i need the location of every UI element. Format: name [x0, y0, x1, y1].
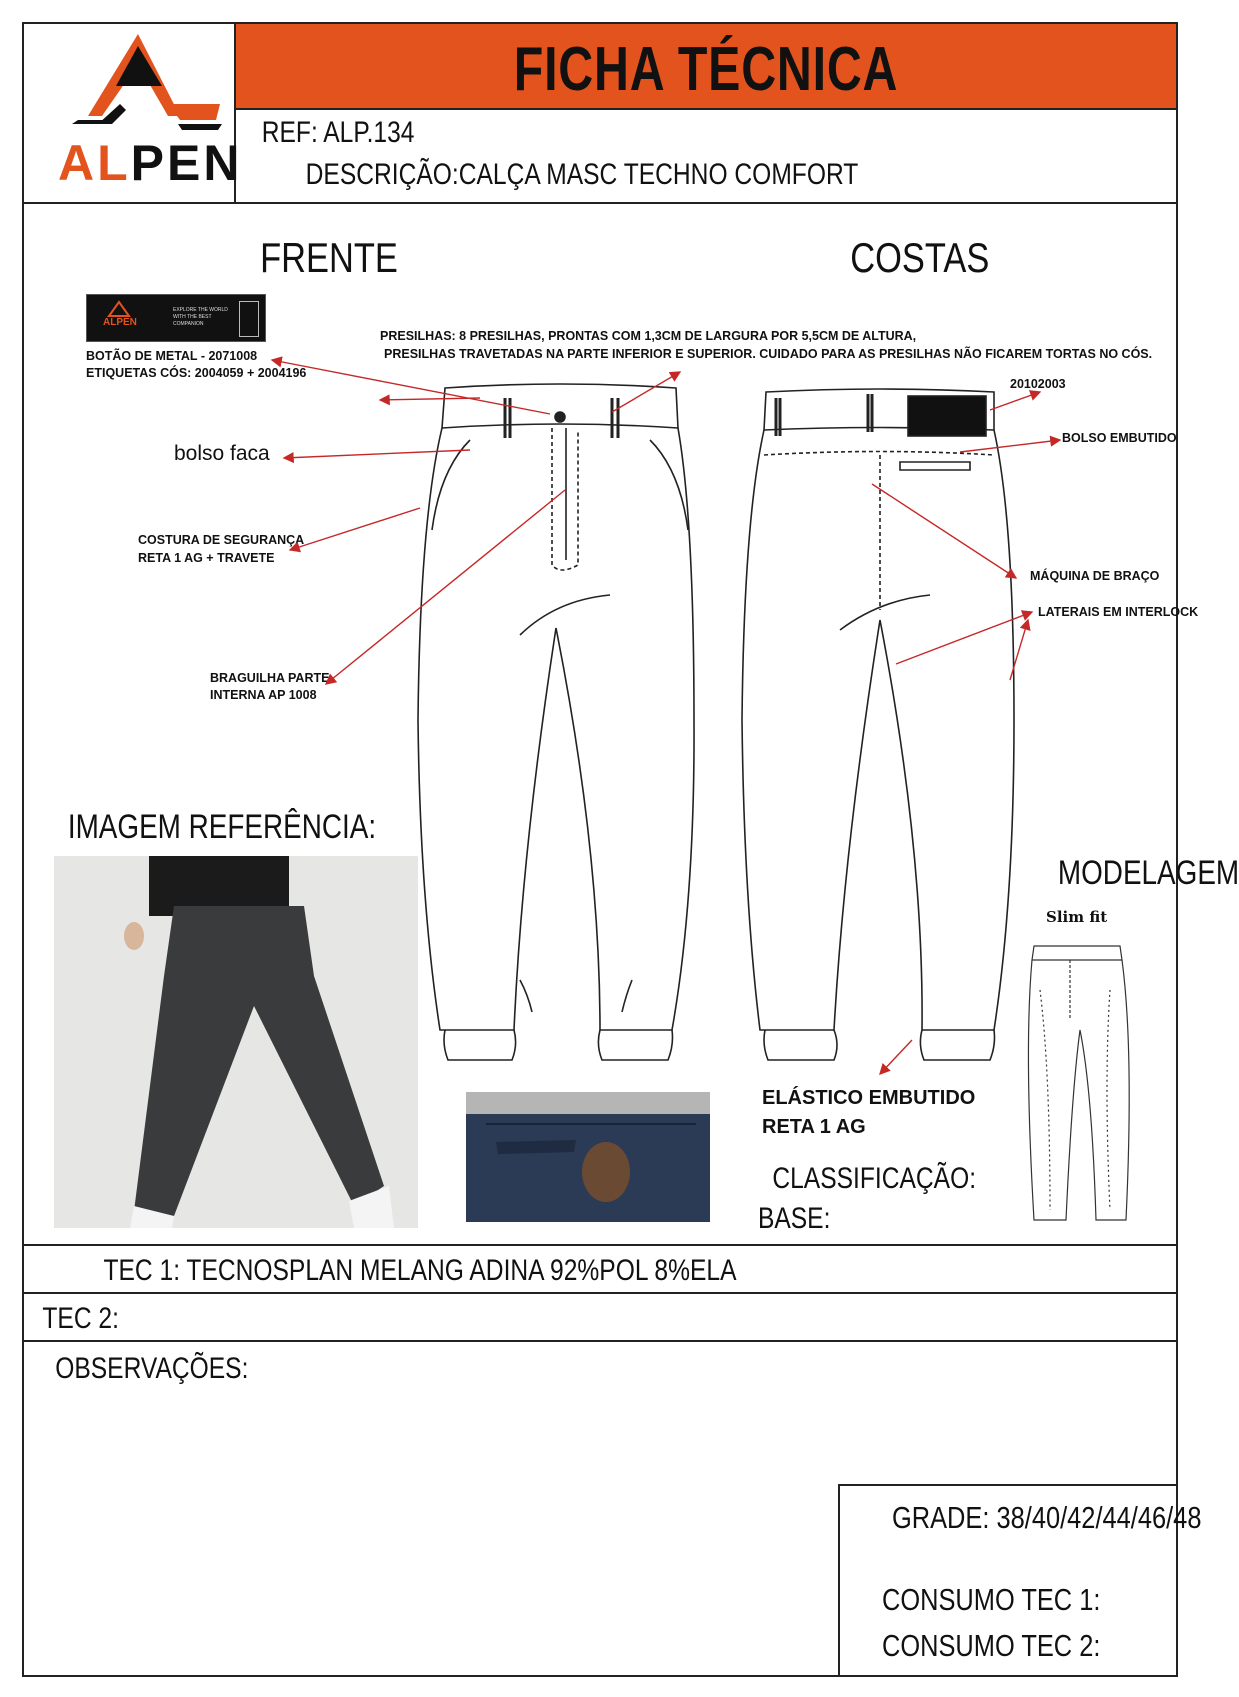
consumo-tec2-field: CONSUMO TEC 2:	[881, 1628, 1101, 1663]
braguilha-note-line2: INTERNA AP 1008	[210, 688, 317, 702]
brand-wordmark: ALPEN	[58, 135, 243, 191]
presilhas-note-line2: PRESILHAS TRAVETADAS NA PARTE INFERIOR E SUPERIOR. CUIDADO PARA AS PRESILHAS NÃO FICAREM TORTAS NO CÓS.	[384, 347, 1153, 361]
tec2-field: TEC 2:	[42, 1302, 119, 1335]
observacoes-label: OBSERVAÇÕES:	[55, 1352, 249, 1385]
costura-note-line1: COSTURA DE SEGURANÇA	[138, 533, 305, 547]
label-tag-brand: ALPEN	[103, 317, 137, 328]
reference-image-label: IMAGEM REFERÊNCIA:	[67, 808, 377, 846]
front-pants-drawing	[418, 384, 694, 1060]
ref-field: REF: ALP.134	[261, 116, 415, 149]
presilhas-note-line1: PRESILHAS: 8 PRESILHAS, PRONTAS COM 1,3CM DE LARGURA POR 5,5CM DE ALTURA,	[380, 329, 917, 343]
slim-fit-label: Slim fit	[1046, 908, 1108, 926]
label-tag-text: EXPLORE THE WORLD WITH THE BEST COMPANION	[173, 307, 228, 327]
costura-note-line2: RETA 1 AG + TRAVETE	[138, 551, 275, 565]
base-field: BASE:	[757, 1202, 831, 1235]
back-pants-drawing	[742, 389, 1014, 1060]
label-code-note: 20102003	[1010, 377, 1066, 391]
page-title: FICHA TÉCNICA	[513, 35, 899, 104]
model-wearing-pants-image	[54, 856, 418, 1228]
braguilha-note-line1: BRAGUILHA PARTE	[210, 671, 330, 685]
bolso-embutido-note: BOLSO EMBUTIDO	[1062, 431, 1177, 445]
front-view-title: FRENTE	[260, 234, 398, 281]
bolso-faca-note: bolso faca	[174, 442, 270, 465]
maquina-braco-note: MÁQUINA DE BRAÇO	[1030, 569, 1160, 583]
description-field: DESCRIÇÃO:CALÇA MASC TECHNO COMFORT	[305, 158, 859, 191]
grade-field: GRADE: 38/40/42/44/46/48	[891, 1500, 1202, 1535]
laterais-note: LATERAIS EM INTERLOCK	[1038, 605, 1199, 619]
consumo-tec1-field: CONSUMO TEC 1:	[881, 1582, 1101, 1617]
reference-photo-back-pocket	[466, 1092, 710, 1222]
tec1-field: TEC 1: TECNOSPLAN MELANG ADINA 92%POL 8%ELA	[103, 1254, 737, 1287]
slim-fit-sketch	[1010, 930, 1160, 1230]
modelagem-label: MODELAGEM	[1057, 854, 1239, 892]
elastico-note-line2: RETA 1 AG	[762, 1116, 866, 1138]
etiquetas-note: ETIQUETAS CÓS: 2004059 + 2004196	[86, 366, 307, 380]
elastico-note-line1: ELÁSTICO EMBUTIDO	[762, 1087, 976, 1109]
classificacao-field: CLASSIFICAÇÃO:	[772, 1162, 977, 1195]
reference-photo-model	[54, 856, 418, 1228]
botao-note: BOTÃO DE METAL - 2071008	[86, 349, 258, 363]
back-pocket-detail-image	[466, 1092, 710, 1222]
back-view-title: COSTAS	[850, 234, 990, 281]
